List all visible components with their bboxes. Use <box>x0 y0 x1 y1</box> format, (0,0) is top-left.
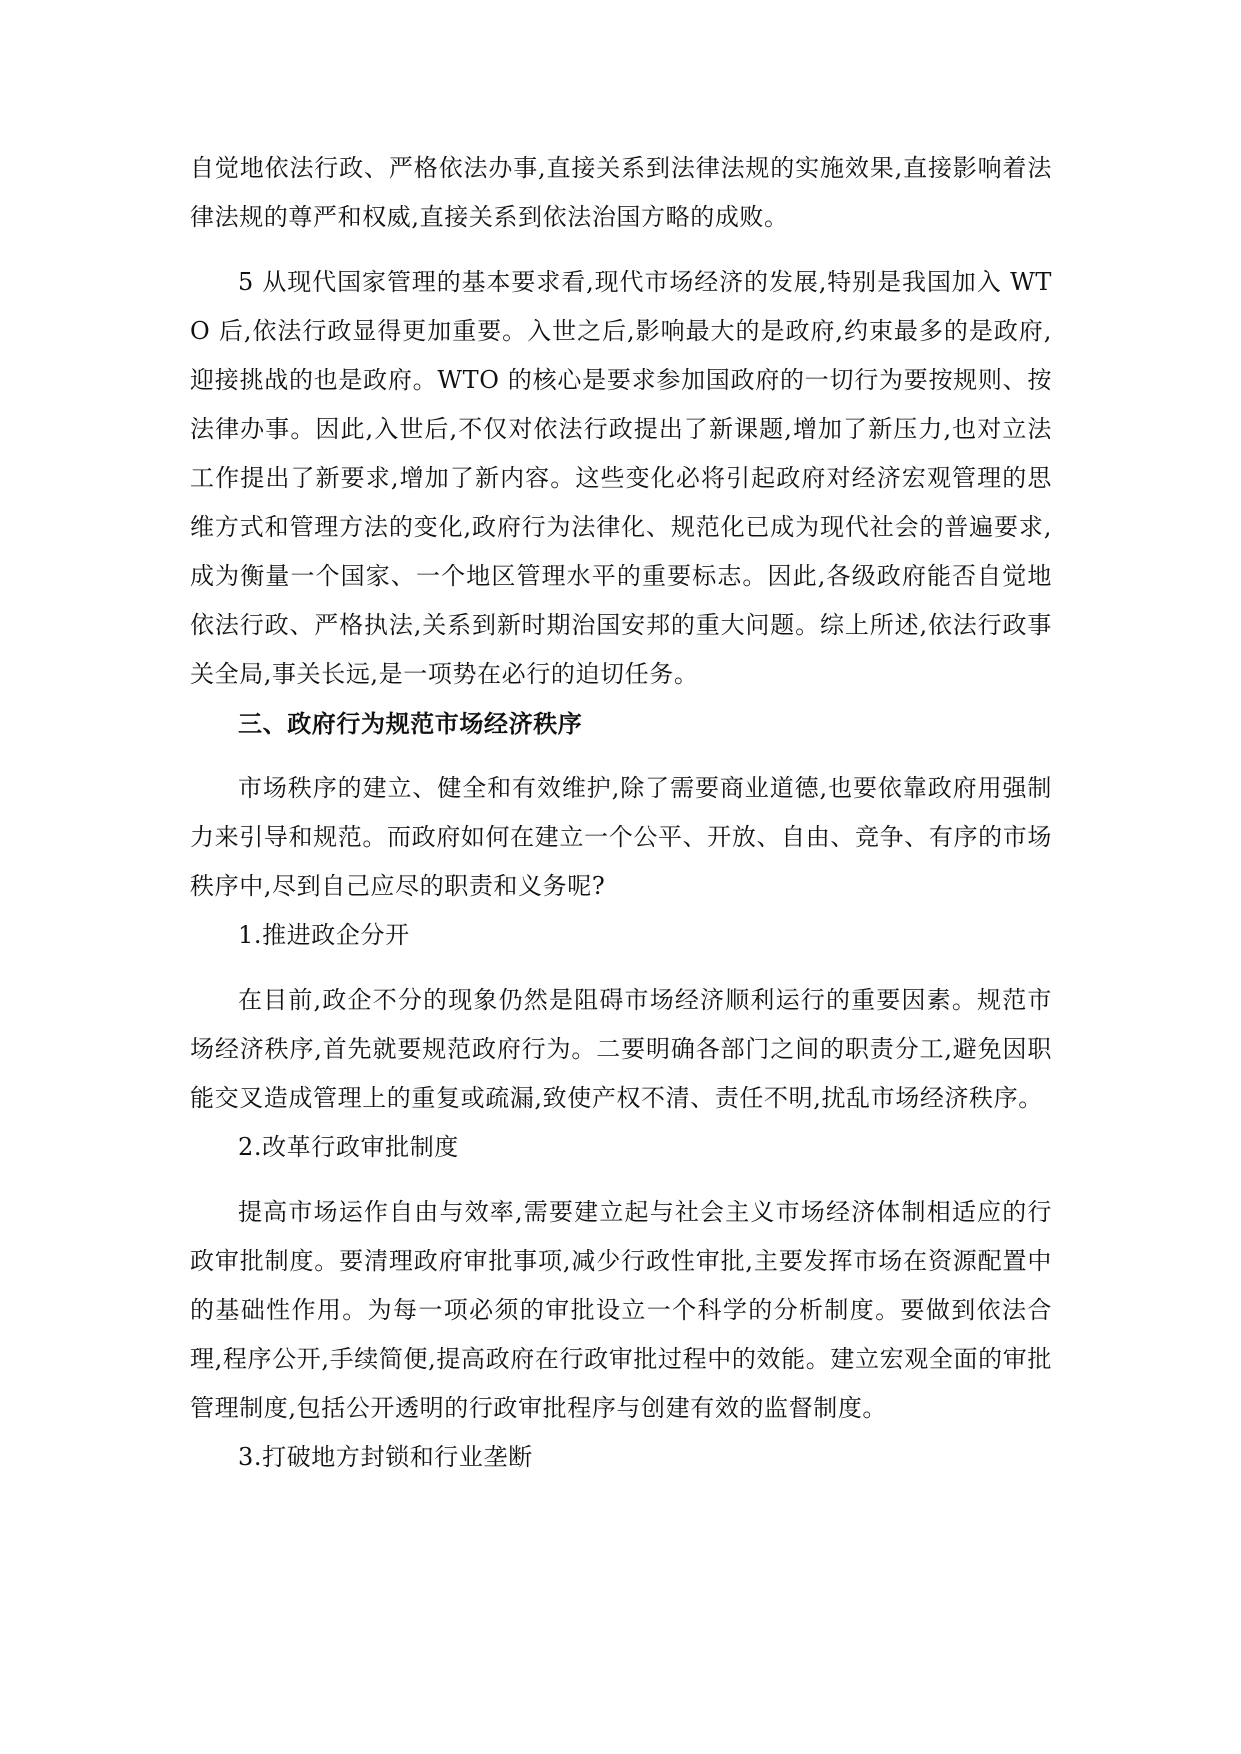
subheading-2: 2.改革行政审批制度 <box>238 1133 459 1161</box>
paragraph-market-order: 市场秩序的建立、健全和有效维护,除了需要商业道德,也要依靠政府用强制力来引导和规范。而政府如何在建立一个公平、开放、自由、竞争、有序的市场秩序中,尽到自己应尽的职责和义务呢? <box>190 774 1052 900</box>
paragraph-separate-government-enterprise: 在目前,政企不分的现象仍然是阻碍市场经济顺利运行的重要因素。规范市场经济秩序,首先就要规范政府行为。二要明确各部门之间的职责分工,避免因职能交叉造成管理上的重复或疏漏,致使产权不清、责任不明,扰乱市场经济秩序。 <box>190 986 1052 1112</box>
paragraph-rule-of-law-effect: 自觉地依法行政、严格依法办事,直接关系到法律法规的实施效果,直接影响着法律法规的尊严和权威,直接关系到依法治国方略的成败。 <box>190 154 1052 231</box>
document-page <box>190 144 1052 1482</box>
section-heading-3: 三、政府行为规范市场经济秩序 <box>238 709 583 738</box>
paragraph-wto-requirements: 5 从现代国家管理的基本要求看,现代市场经济的发展,特别是我国加入 WTO 后,依法行政显得更加重要。入世之后,影响最大的是政府,约束最多的是政府,迎接挑战的也是政府。WTO 的核心是要求参加国政府的一切行为要按规则、按法律办事。因此,入世后,不仅对依法行政提出了新课题,增加了新压力,也对立法工作提出了新要求,增加了新内容。这些变化必将引起政府对经济宏观管理的思维方式和管理方法的变化,政府行为法律化、规范化已成为现代社会的普遍要求,成为衡量一个国家、一个地区管理水平的重要标志。因此,各级政府能否自觉地依法行政、严格执法,关系到新时期治国安邦的重大问题。综上所述,依法行政事关全局,事关长远,是一项势在必行的迫切任务。 <box>190 268 1052 688</box>
subheading-1: 1.推进政企分开 <box>238 921 410 949</box>
paragraph-administrative-approval: 提高市场运作自由与效率,需要建立起与社会主义市场经济体制相适应的行政审批制度。要清理政府审批事项,减少行政性审批,主要发挥市场在资源配置中的基础性作用。为每一项必须的审批设立一个科学的分析制度。要做到依法合理,程序公开,手续简便,提高政府在行政审批过程中的效能。建立宏观全面的审批管理制度,包括公开透明的行政审批程序与创建有效的监督制度。 <box>190 1198 1052 1422</box>
subheading-3: 3.打破地方封锁和行业垄断 <box>238 1443 533 1471</box>
